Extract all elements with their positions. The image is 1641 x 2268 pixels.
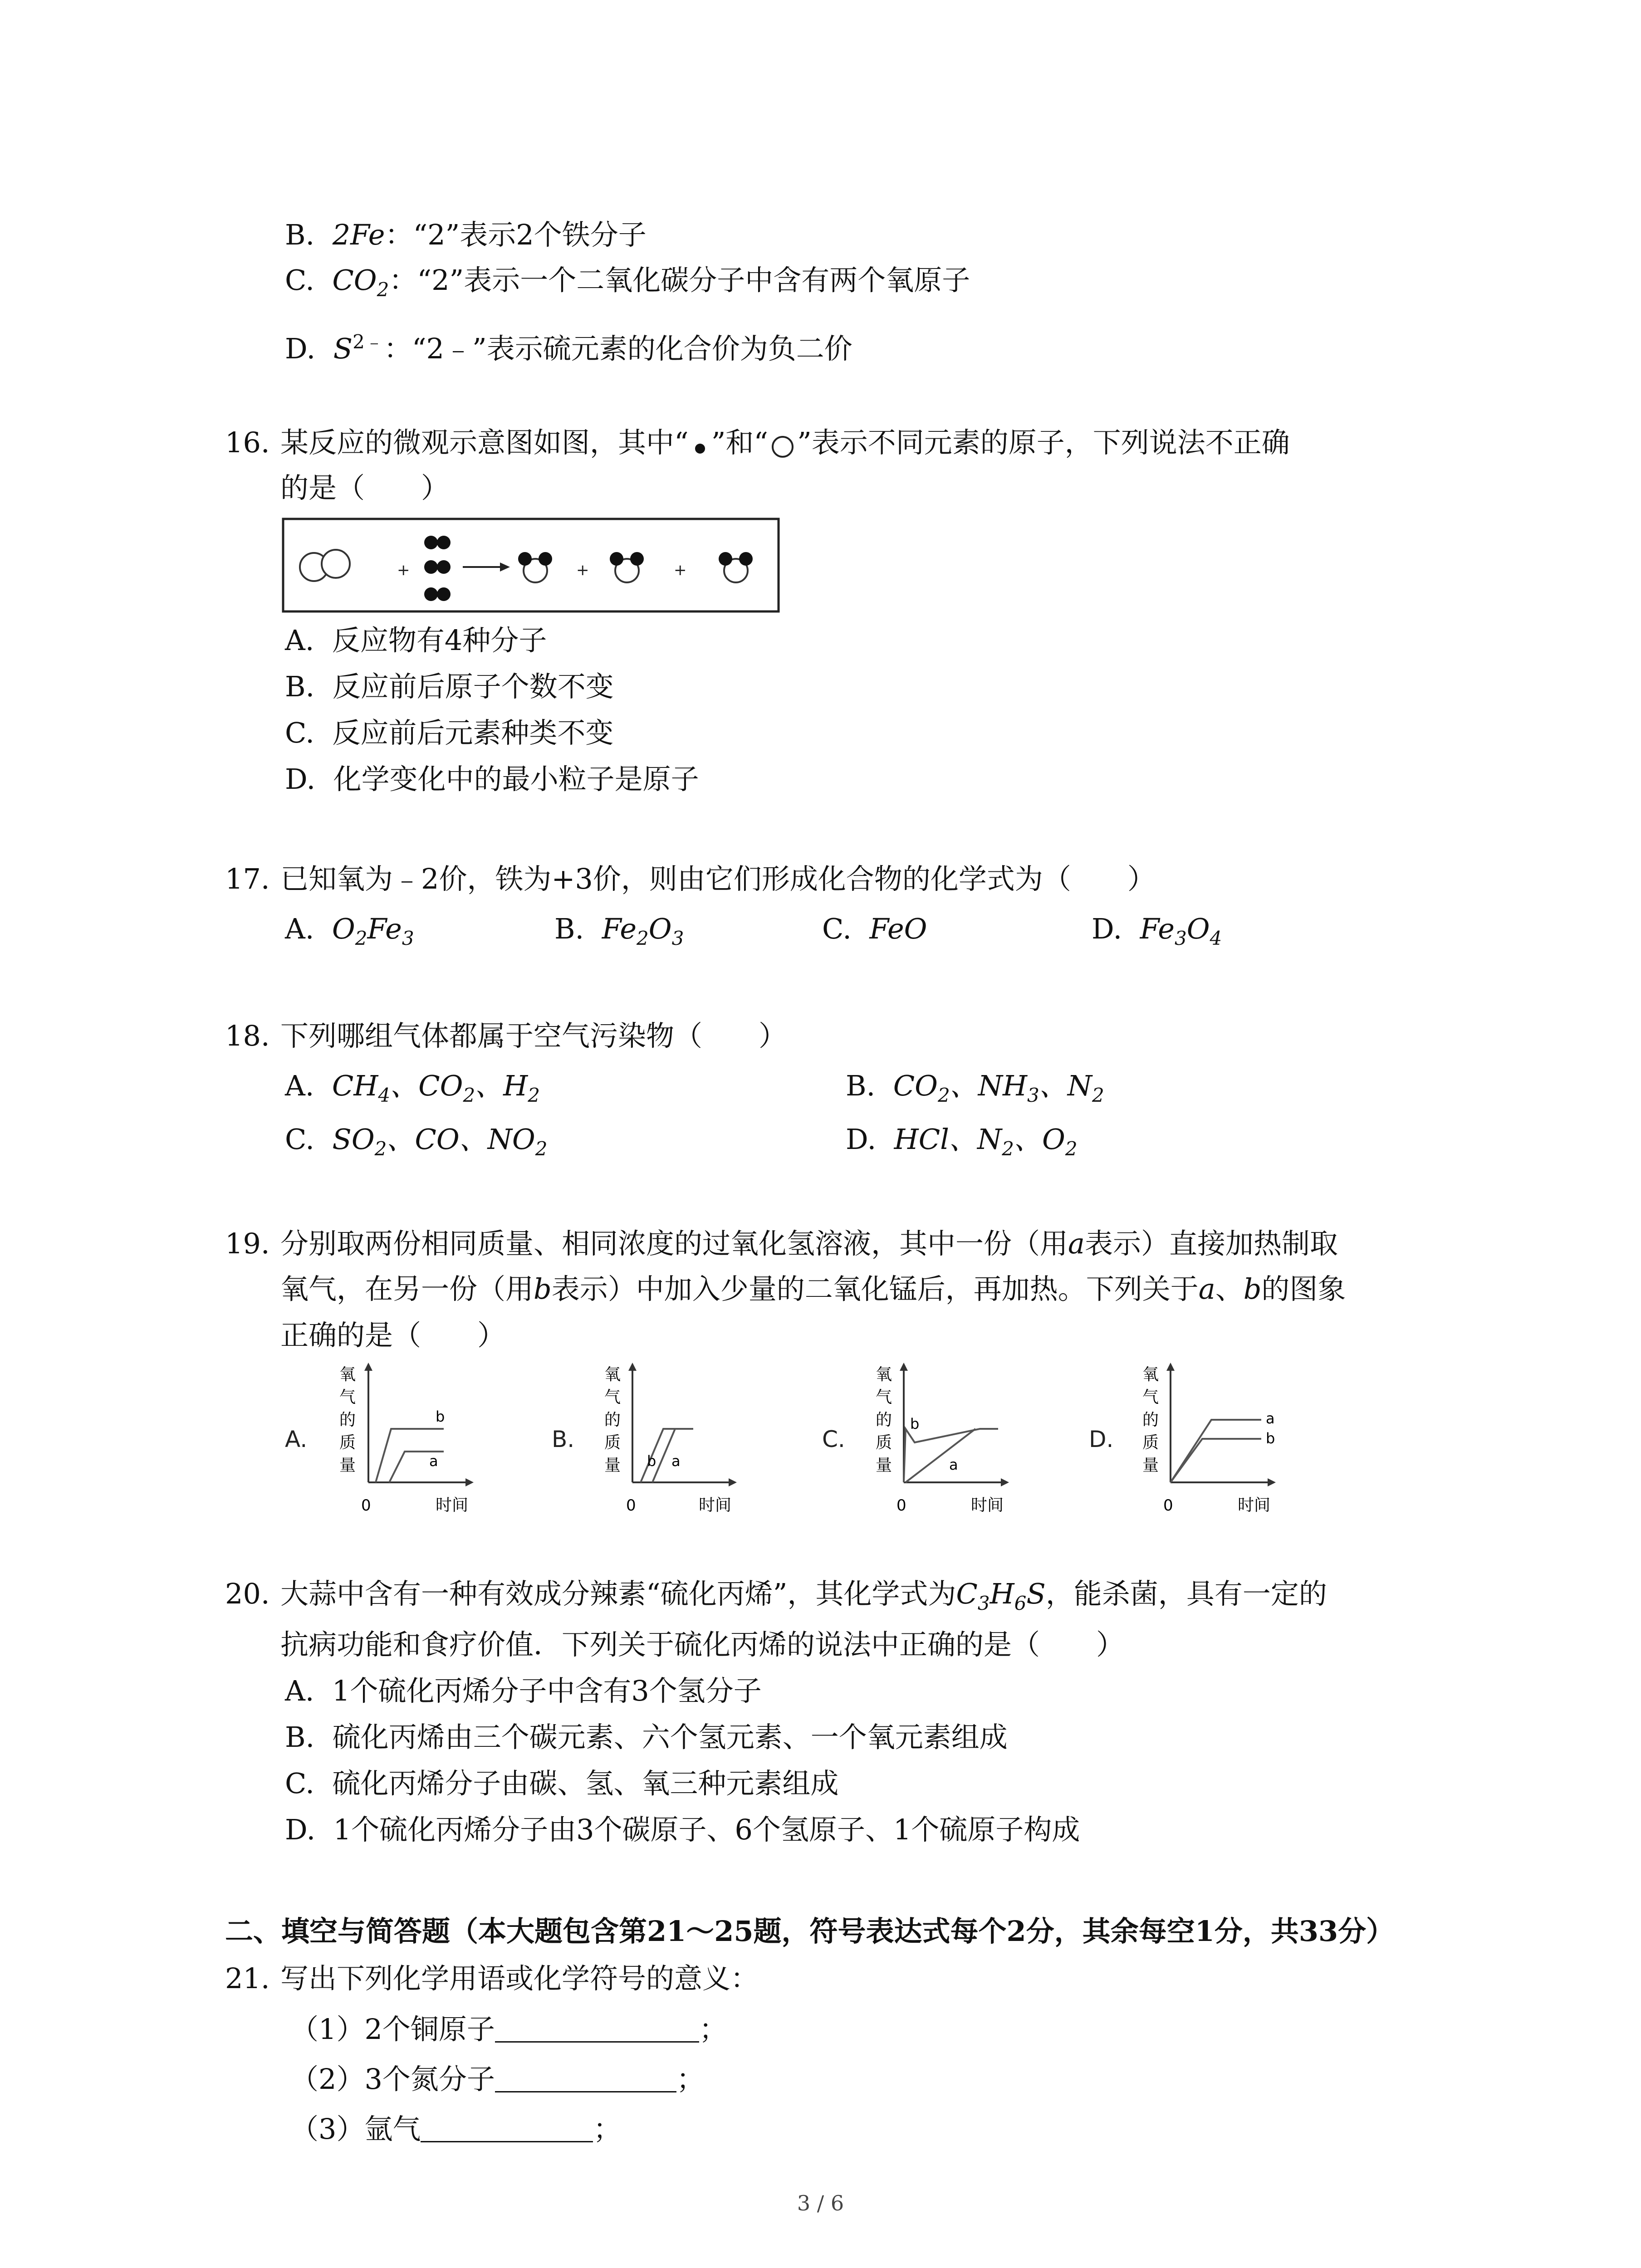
answer-blank[interactable] (495, 2059, 676, 2092)
q16-stem: 某反应的微观示意图如图，其中“ ”和“ ”表示不同元素的原子，下列说法不正确 (280, 426, 1290, 459)
svg-text:质: 质 (339, 1433, 356, 1452)
q21-stem: 写出下列化学用语或化学符号的意义： (280, 1962, 759, 1995)
q18-option-b: B. $CO_2$、$NH_3$、$N_2$ (846, 1069, 1104, 1106)
plus-sign: + (576, 561, 589, 579)
q19-number: 19. (225, 1227, 270, 1260)
q16-option-c: C. 反应前后元素种类不变 (285, 716, 614, 749)
svg-text:量: 量 (876, 1456, 892, 1475)
q20-stem-line2: 抗病功能和食疗价值．下列关于硫化丙烯的说法中正确的是（ ） (280, 1628, 1125, 1661)
svg-text:时间: 时间 (699, 1496, 732, 1515)
q18-option-a: A. $CH_4$、$CO_2$、$H_2$ (285, 1069, 540, 1106)
graph-a (285, 1363, 474, 1515)
svg-text:b: b (436, 1408, 445, 1425)
q18-option-c: C. $SO_2$、CO、$NO_2$ (285, 1123, 548, 1160)
white-molecule (300, 550, 350, 581)
svg-text:0: 0 (361, 1496, 371, 1515)
svg-text:的: 的 (876, 1411, 892, 1429)
svg-text:的: 的 (1142, 1411, 1159, 1429)
svg-text:C.: C. (822, 1426, 845, 1452)
svg-text:a: a (1266, 1410, 1275, 1427)
q17-number: 17. (225, 862, 270, 895)
q17-option-b: B. $Fe_2O_3$ (554, 912, 684, 949)
q21-item-2: （2）3个氮分子 ； (290, 2059, 705, 2098)
graph-d (1089, 1363, 1276, 1515)
svg-text:质: 质 (876, 1433, 892, 1452)
q19-stem-line3: 正确的是（ ） (280, 1319, 506, 1352)
q20-option-a: A. 1个硫化丙烯分子中含有3个氢分子 (285, 1674, 762, 1707)
q16-option-b: B. 反应前后原子个数不变 (285, 670, 614, 703)
q16-option-d: D. 化学变化中的最小粒子是原子 (285, 763, 699, 796)
q20-option-b: B. 硫化丙烯由三个碳元素、六个氢元素、一个氧元素组成 (285, 1721, 1008, 1754)
q18-option-d: D. HCl、$N_2$、$O_2$ (846, 1123, 1078, 1160)
svg-text:气: 气 (1142, 1388, 1159, 1407)
svg-text:0: 0 (896, 1496, 906, 1515)
svg-text:时间: 时间 (436, 1496, 469, 1515)
svg-text:量: 量 (1142, 1456, 1159, 1475)
q16-option-a: A. 反应物有4种分子 (285, 624, 547, 657)
svg-text:氧: 氧 (1142, 1365, 1159, 1384)
q17-stem: 已知氧为﹣2价，铁为+3价，则由它们形成化合物的化学式为（ ） (280, 862, 1156, 895)
svg-text:质: 质 (604, 1433, 621, 1452)
q19-stem-line2: 氧气，在另一份（用b表示）中加入少量的二氧化锰后，再加热。下列关于a、b的图象 (280, 1272, 1346, 1305)
reaction-diagram (281, 517, 780, 613)
white-atom-icon (768, 431, 797, 459)
svg-text:的: 的 (604, 1411, 621, 1429)
svg-text:B.: B. (552, 1426, 575, 1452)
svg-text:气: 气 (339, 1388, 356, 1407)
svg-text:时间: 时间 (1238, 1496, 1271, 1515)
q20-stem-line1: 大蒜中含有一种有效成分辣素“硫化丙烯”，其化学式为$C_3H_6S$，能杀菌，具有一定的 (280, 1577, 1327, 1614)
q19-stem-line1: 分别取两份相同质量、相同浓度的过氧化氢溶液，其中一份（用a表示）直接加热制取 (280, 1227, 1338, 1260)
plus-sign: + (397, 561, 410, 579)
svg-text:0: 0 (1163, 1496, 1173, 1515)
svg-text:b: b (1266, 1430, 1275, 1447)
svg-text:量: 量 (604, 1456, 621, 1475)
q17-option-a: A. $O_2Fe_3$ (285, 912, 414, 949)
svg-text:a: a (671, 1452, 681, 1470)
svg-text:氧: 氧 (604, 1365, 621, 1384)
svg-text:质: 质 (1142, 1433, 1159, 1452)
svg-text:氧: 氧 (339, 1365, 356, 1384)
q18-stem: 下列哪组气体都属于空气污染物（ ） (280, 1019, 787, 1052)
page-number: 3 / 6 (797, 2191, 844, 2215)
q20-option-c: C. 硫化丙烯分子由碳、氢、氧三种元素组成 (285, 1767, 839, 1800)
answer-blank[interactable] (421, 2109, 593, 2142)
svg-text:0: 0 (626, 1496, 636, 1515)
graph-b (552, 1363, 737, 1515)
q16-number: 16. (225, 426, 270, 459)
svg-text:的: 的 (339, 1411, 356, 1429)
q19-graphs (272, 1361, 1361, 1524)
answer-blank[interactable] (495, 2009, 699, 2043)
q20-number: 20. (225, 1577, 270, 1610)
svg-text:b: b (910, 1415, 920, 1432)
svg-text:气: 气 (604, 1388, 621, 1407)
svg-text:气: 气 (876, 1388, 892, 1407)
section2-heading: 二、填空与简答题（本大题包含第21～25题，符号表达式每个2分，其余每空1分，共33分） (225, 1915, 1395, 1948)
q17-option-d: D. $Fe_3O_4$ (1092, 912, 1222, 949)
q21-number: 21. (225, 1962, 270, 1995)
svg-text:时间: 时间 (971, 1496, 1004, 1515)
svg-text:a: a (949, 1456, 958, 1473)
q17-option-c: C. FeO (822, 912, 927, 945)
plus-sign: + (674, 561, 687, 579)
q18-number: 18. (225, 1019, 270, 1052)
svg-text:a: a (429, 1452, 438, 1470)
q15-option-c: C. $CO_2$：“2”表示一个二氧化碳分子中含有两个氧原子 (285, 264, 970, 301)
svg-text:b: b (647, 1452, 656, 1470)
svg-text:氧: 氧 (876, 1365, 892, 1384)
svg-text:A.: A. (285, 1426, 308, 1452)
q21-item-3: （3）氩气 ； (290, 2109, 621, 2148)
q21-item-1: （1）2个铜原子 ； (290, 2009, 727, 2048)
q20-option-d: D. 1个硫化丙烯分子由3个碳原子、6个氢原子、1个硫原子构成 (285, 1813, 1080, 1846)
black-atom-icon (689, 434, 711, 457)
q15-option-d: D. $S^{2﹣}$：“2﹣”表示硫元素的化合价为负二价 (285, 331, 852, 365)
svg-text:D.: D. (1089, 1426, 1114, 1452)
graph-c (822, 1363, 1009, 1515)
q16-stem-line2: 的是（ ） (280, 471, 450, 504)
q15-option-b: B. 2Fe：“2”表示2个铁分子 (285, 218, 647, 251)
svg-text:量: 量 (339, 1456, 356, 1475)
